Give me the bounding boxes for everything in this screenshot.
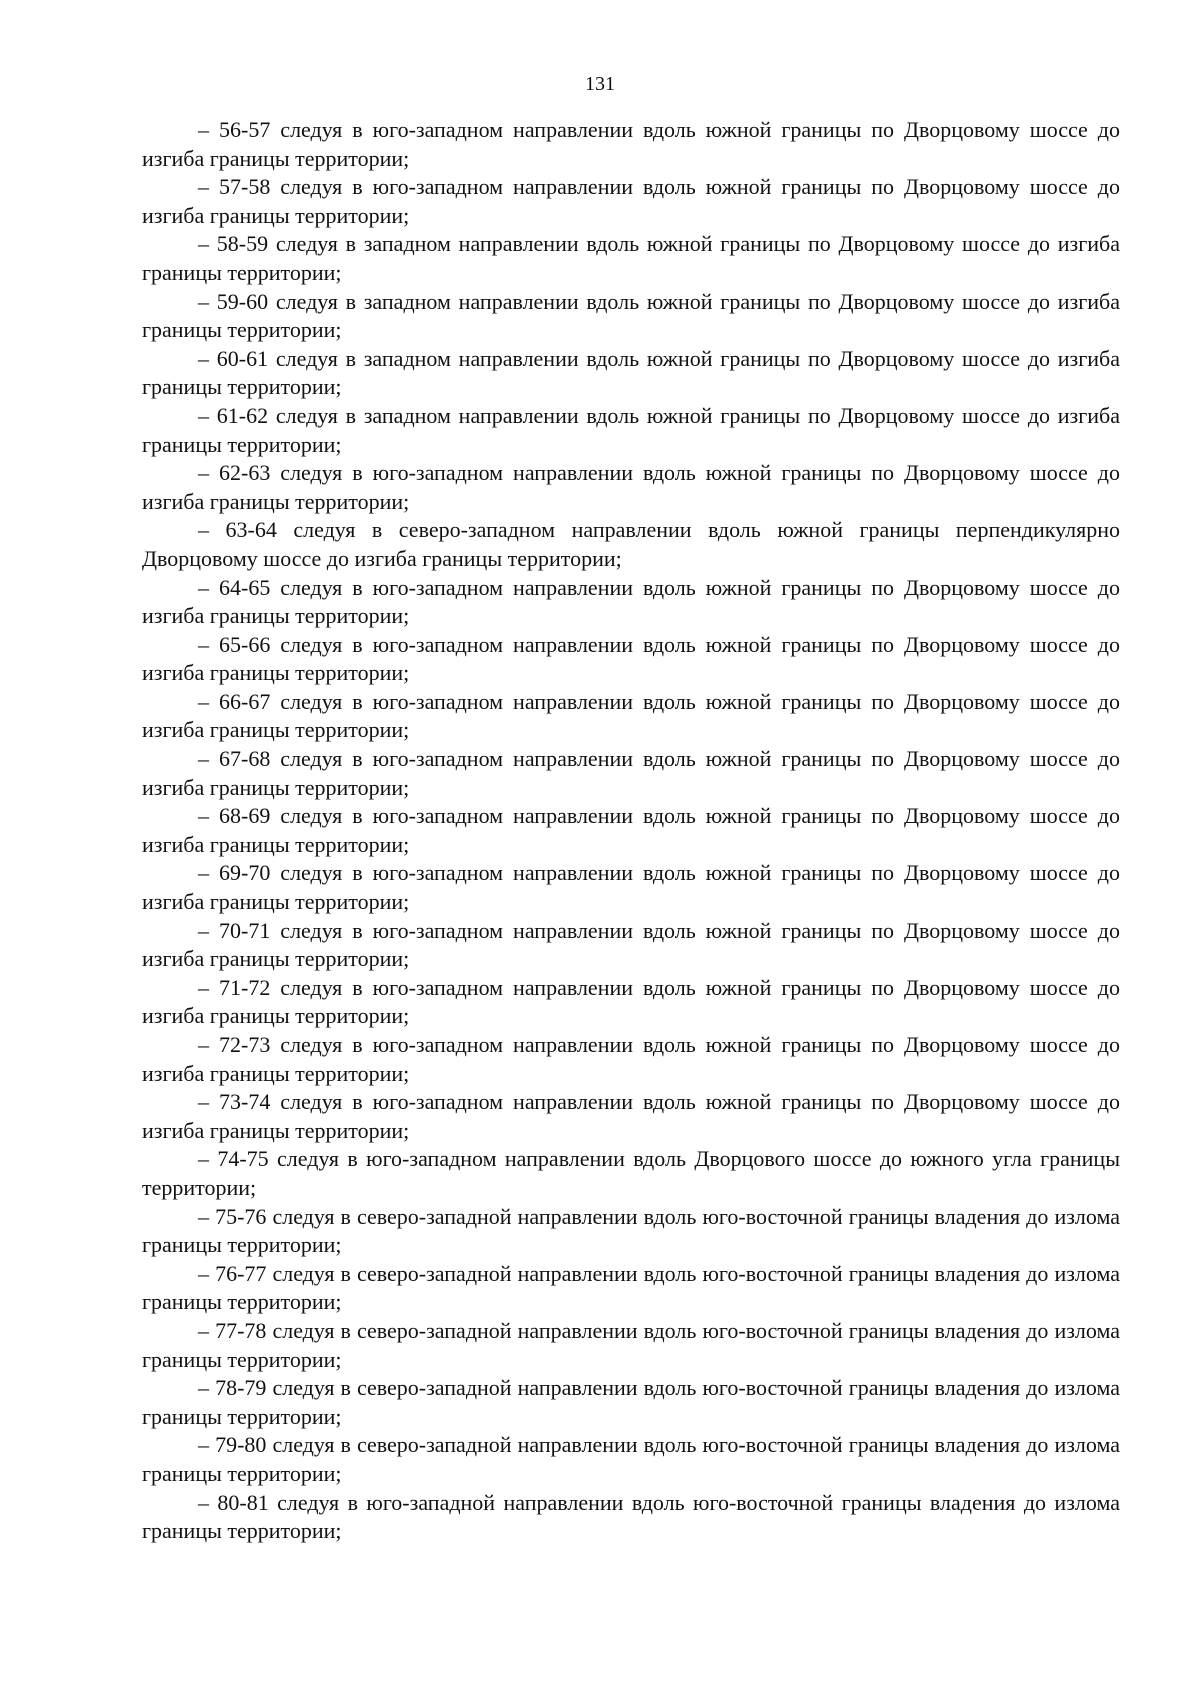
paragraph-65-66: – 65-66 следуя в юго-западном направлении вдоль южной границы по Дворцовому шоссе до изгиба границы территории; [142, 631, 1120, 686]
document-body [142, 116, 1120, 1546]
paragraph-59-60: – 59-60 следуя в западном направлении вдоль южной границы по Дворцовому шоссе до изгиба границы территории; [142, 288, 1120, 343]
paragraph-75-76: – 75-76 следуя в северо-западной направлении вдоль юго-восточной границы владения до излома границы территории; [142, 1203, 1120, 1258]
page-number: 131 [585, 73, 615, 95]
paragraph-80-81: – 80-81 следуя в юго-западной направлении вдоль юго-восточной границы владения до излома границы территории; [142, 1489, 1120, 1544]
paragraph-73-74: – 73-74 следуя в юго-западном направлении вдоль южной границы по Дворцовому шоссе до изгиба границы территории; [142, 1089, 1120, 1143]
paragraph-60-61: – 60-61 следуя в западном направлении вдоль южной границы по Дворцовому шоссе до изгиба границы территории; [142, 345, 1120, 400]
paragraph-72-73: – 72-73 следуя в юго-западном направлении вдоль южной границы по Дворцовому шоссе до изгиба границы территории; [142, 1032, 1120, 1086]
paragraph-77-78: – 77-78 следуя в северо-западной направлении вдоль юго-восточной границы владения до излома границы территории; [142, 1317, 1120, 1372]
paragraph-61-62: – 61-62 следуя в западном направлении вдоль южной границы по Дворцовому шоссе до изгиба границы территории; [142, 402, 1120, 457]
paragraph-58-59: – 58-59 следуя в западном направлении вдоль южной границы по Дворцовому шоссе до изгиба границы территории; [142, 231, 1120, 285]
paragraph-76-77: – 76-77 следуя в северо-западной направлении вдоль юго-восточной границы владения до излома границы территории; [142, 1260, 1120, 1315]
paragraph-56-57: – 56-57 следуя в юго-западном направлении вдоль южной границы по Дворцовому шоссе до изгиба границы территории; [142, 117, 1120, 171]
paragraph-78-79: – 78-79 следуя в северо-западной направлении вдоль юго-восточной границы владения до излома границы территории; [142, 1375, 1120, 1429]
paragraph-62-63: – 62-63 следуя в юго-западном направлении вдоль южной границы по Дворцовому шоссе до изгиба границы территории; [142, 460, 1120, 514]
paragraph-70-71: – 70-71 следуя в юго-западном направлении вдоль южной границы по Дворцовому шоссе до изгиба границы территории; [142, 917, 1120, 972]
paragraph-69-70: – 69-70 следуя в юго-западном направлении вдоль южной границы по Дворцовому шоссе до изгиба границы территории; [142, 860, 1120, 915]
paragraph-64-65: – 64-65 следуя в юго-западном направлении вдоль южной границы по Дворцовому шоссе до изгиба границы территории; [142, 574, 1120, 629]
paragraph-68-69: – 68-69 следуя в юго-западном направлении вдоль южной границы по Дворцовому шоссе до изгиба границы территории; [142, 803, 1120, 857]
paragraph-57-58: – 57-58 следуя в юго-западном направлении вдоль южной границы по Дворцовому шоссе до изгиба границы территории; [142, 174, 1120, 228]
paragraph-71-72: – 71-72 следуя в юго-западном направлении вдоль южной границы по Дворцовому шоссе до изгиба границы территории; [142, 974, 1120, 1029]
paragraph-63-64: – 63-64 следуя в северо-западном направлении вдоль южной границы перпендикулярно Дворцовому шоссе до изгиба границы территории; [142, 517, 1120, 571]
paragraph-79-80: – 79-80 следуя в северо-западной направлении вдоль юго-восточной границы владения до излома границы территории; [142, 1432, 1120, 1486]
paragraph-74-75: – 74-75 следуя в юго-западном направлении вдоль Дворцового шоссе до южного угла границы территории; [142, 1146, 1120, 1200]
paragraph-67-68: – 67-68 следуя в юго-западном направлении вдоль южной границы по Дворцовому шоссе до изгиба границы территории; [142, 746, 1120, 800]
paragraph-66-67: – 66-67 следуя в юго-западном направлении вдоль южной границы по Дворцовому шоссе до изгиба границы территории; [142, 688, 1120, 743]
